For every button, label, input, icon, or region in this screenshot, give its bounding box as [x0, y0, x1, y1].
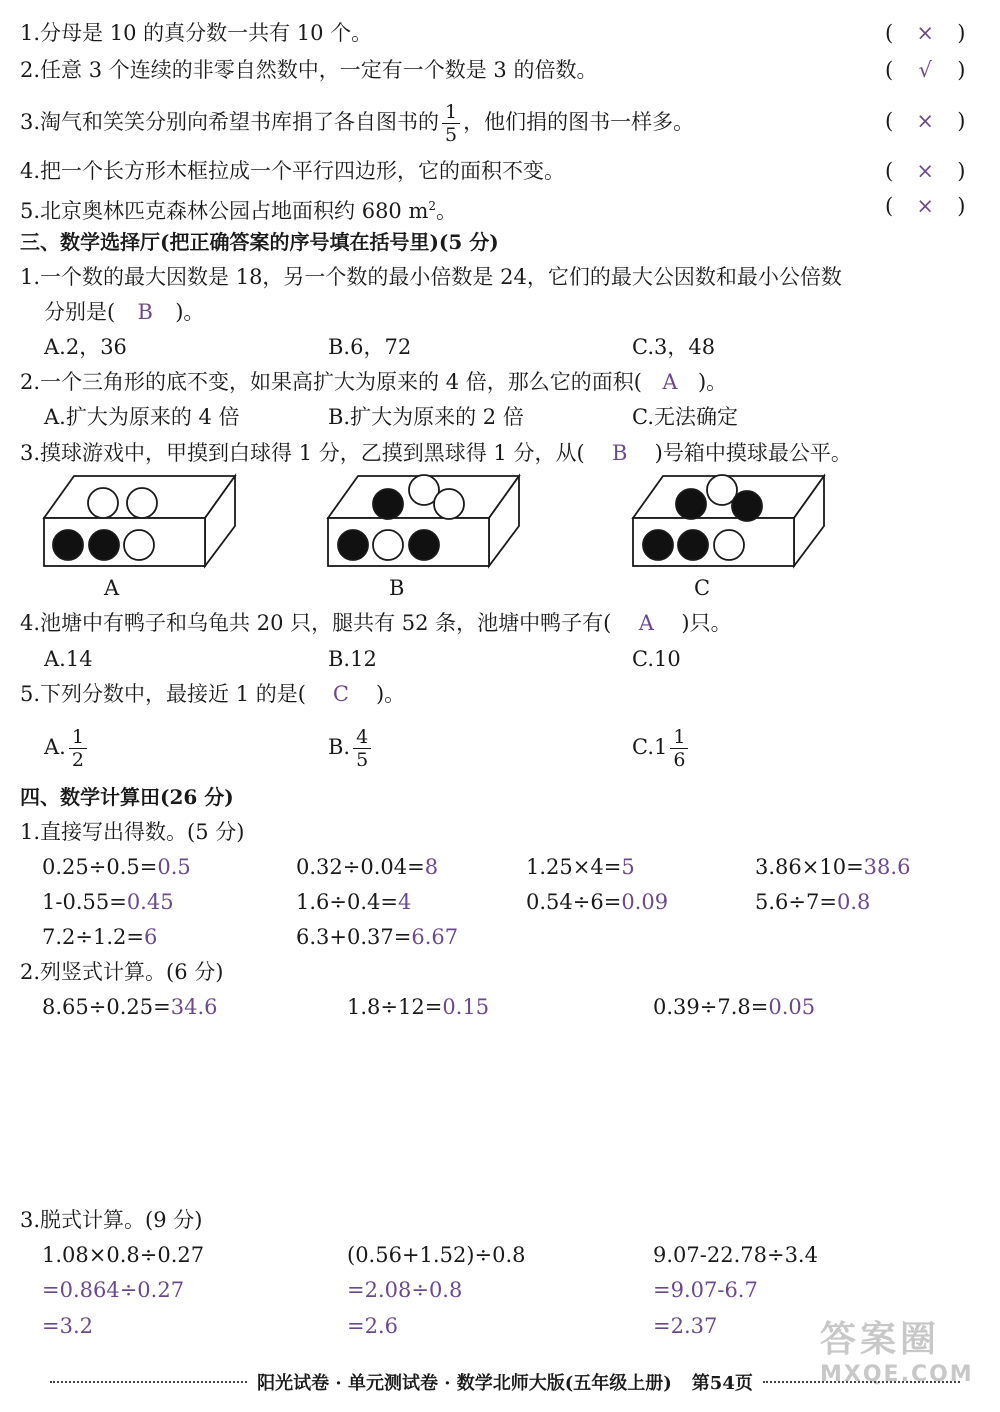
choice-q2-option-c: C.无法确定	[632, 405, 738, 429]
direct-calc-2-3: 0.54÷6=0.09	[526, 890, 669, 914]
box-a-label: A	[104, 576, 120, 600]
section-4-title: 四、数学计算田(26 分)	[20, 785, 234, 809]
direct-calc-1-1: 0.25÷0.5=0.5	[42, 855, 191, 879]
direct-calc-3-1: 7.2÷1.2=6	[42, 925, 158, 949]
choice-q1-option-c: C.3，48	[632, 335, 716, 359]
box-c-figure	[633, 475, 824, 566]
choice-q1-line1: 1.一个数的最大因数是 18，另一个数的最小倍数是 24，它们的最大公因数和最小公倍数	[20, 265, 842, 289]
box-c-top-black-ball-1	[676, 489, 706, 519]
judge-item-2: 2.任意 3 个连续的非零自然数中，一定有一个数是 3 的倍数。	[20, 58, 598, 82]
stepwise-2-expr: (0.56+1.52)÷0.8	[347, 1243, 526, 1267]
judge-item-1: 1.分母是 10 的真分数一共有 10 个。	[20, 21, 373, 45]
watermark-logo: 答案圈 MXQE.COM	[820, 1319, 974, 1387]
stepwise-1-step-1: =0.864÷0.27	[42, 1278, 185, 1302]
choice-q4: 4.池塘中有鸭子和乌龟共 20 只，腿共有 52 条，池塘中鸭子有( A )只。	[20, 611, 732, 635]
choice-q4-option-b: B.12	[328, 647, 377, 671]
direct-calc-1-3: 1.25×4=5	[526, 855, 635, 879]
box-c-white-ball	[714, 530, 744, 560]
box-b-black-ball-2	[409, 530, 439, 560]
direct-calc-2-2: 1.6÷0.4=4	[296, 890, 412, 914]
judge-mark-2: ( √ )	[885, 58, 966, 82]
judge-mark-5: ( × )	[885, 194, 966, 218]
direct-calc-1-2: 0.32÷0.04=8	[296, 855, 439, 879]
choice-q2-option-b: B.扩大为原来的 2 倍	[328, 405, 524, 429]
calc-sub1-title: 1.直接写出得数。(5 分)	[20, 820, 245, 844]
choice-q5-option-b: B. $\frac{4}{5}$	[328, 722, 374, 772]
box-b-top-white-ball-2	[434, 489, 464, 519]
direct-calc-1-4: 3.86×10=38.6	[755, 855, 911, 879]
page-footer	[40, 1367, 970, 1397]
box-c-top-black-ball-2	[732, 491, 762, 521]
stepwise-2-step-2: =2.6	[347, 1314, 398, 1338]
choice-q2: 2.一个三角形的底不变，如果高扩大为原来的 4 倍，那么它的面积( A )。	[20, 370, 728, 394]
stepwise-1-expr: 1.08×0.8÷0.27	[42, 1243, 205, 1267]
stepwise-3-expr: 9.07-22.78÷3.4	[653, 1243, 818, 1267]
choice-q1-option-b: B.6，72	[328, 335, 412, 359]
choice-q1-line2: 分别是( B )。	[44, 300, 205, 324]
ball-boxes-figure	[0, 470, 1000, 570]
box-b-figure	[328, 475, 519, 566]
choice-q5-option-c: C.1 $\frac{1}{6}$	[632, 722, 691, 772]
box-c-black-ball-1	[643, 530, 673, 560]
calc-sub3-title: 3.脱式计算。(9 分)	[20, 1208, 203, 1232]
judge-item-4: 4.把一个长方形木框拉成一个平行四边形，它的面积不变。	[20, 159, 566, 183]
choice-q5-option-a: A. $\frac{1}{2}$	[44, 722, 90, 772]
box-a-black-ball-2	[89, 530, 119, 560]
calc-sub2-title: 2.列竖式计算。(6 分)	[20, 960, 224, 984]
choice-q2-option-a: A.扩大为原来的 4 倍	[44, 405, 240, 429]
box-a-black-ball-1	[53, 530, 83, 560]
judge-mark-4: ( × )	[885, 159, 966, 183]
stepwise-2-step-1: =2.08÷0.8	[347, 1278, 463, 1302]
vertical-calc-3: 0.39÷7.8=0.05	[653, 995, 816, 1019]
box-a-top-white-ball-2	[127, 488, 157, 518]
choice-q1-option-a: A.2，36	[44, 335, 127, 359]
vertical-calc-2: 1.8÷12=0.15	[347, 995, 490, 1019]
box-a-figure	[44, 476, 235, 566]
box-b-black-ball-1	[338, 530, 368, 560]
direct-calc-2-1: 1-0.55=0.45	[42, 890, 174, 914]
stepwise-1-step-2: =3.2	[42, 1314, 93, 1338]
choice-q4-option-c: C.10	[632, 647, 681, 671]
direct-calc-2-4: 5.6÷7=0.8	[755, 890, 871, 914]
section-3-title: 三、数学选择厅(把正确答案的序号填在括号里)(5 分)	[20, 230, 499, 254]
judge-mark-1: ( × )	[885, 21, 966, 45]
box-c-label: C	[694, 576, 711, 600]
footer-dots-right	[763, 1381, 960, 1383]
box-a-white-ball-3	[124, 530, 154, 560]
choice-q4-option-a: A.14	[44, 647, 93, 671]
fraction-one-fifth: $\frac{1}{5}$	[442, 101, 460, 146]
judge-item-3: 3.淘气和笑笑分别向希望书库捐了各自图书的 $\frac{1}{5}$ ，他们捐的图书一样多。	[20, 101, 695, 146]
stepwise-3-step-2: =2.37	[653, 1314, 718, 1338]
choice-q3: 3.摸球游戏中，甲摸到白球得 1 分，乙摸到黑球得 1 分，从( B )号箱中摸球最公平。	[20, 441, 852, 465]
footer-dots-left	[50, 1381, 247, 1383]
footer-page-number: 第54页	[691, 1373, 753, 1394]
box-b-label: B	[389, 576, 405, 600]
box-b-white-ball-3	[373, 530, 403, 560]
box-a-top-white-ball-1	[88, 488, 118, 518]
vertical-calc-1: 8.65÷0.25=34.6	[42, 995, 218, 1019]
judge-mark-3: ( × )	[885, 109, 966, 133]
judge-item-5: 5.北京奥林匹克森林公园占地面积约 680 $m^2$。	[20, 199, 458, 223]
footer-title: 阳光试卷 · 单元测试卷 · 数学北师大版(五年级上册)	[257, 1373, 672, 1394]
choice-q5: 5.下列分数中，最接近 1 的是( C )。	[20, 682, 406, 706]
direct-calc-3-2: 6.3+0.37=6.67	[296, 925, 459, 949]
box-c-black-ball-2	[678, 530, 708, 560]
stepwise-3-step-1: =9.07-6.7	[653, 1278, 758, 1302]
box-b-top-black-ball	[373, 489, 403, 519]
